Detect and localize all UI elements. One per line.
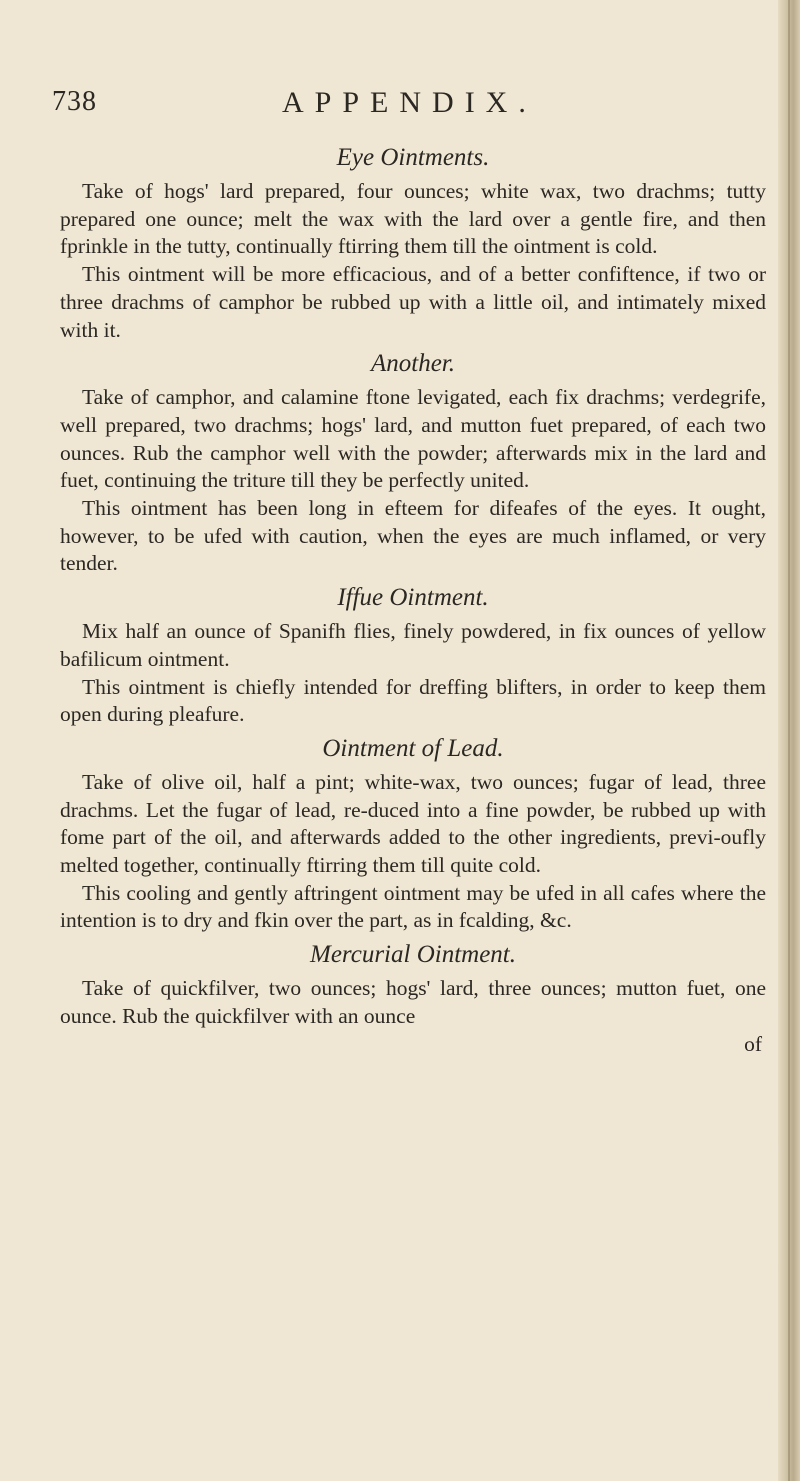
section-mercurial-ointment: [60, 935, 766, 1030]
paragraph: Take of camphor, and calamine ftone levigated, each fix drachms; verdegrife, well prepared, two drachms; hogs' lard, and mutton fuet prepared, of each two ounces. Rub the camphor well with the powder; afterwards mix in the lard and fuet, continuing the triture till they be perfectly united.: [60, 385, 766, 493]
paragraph: This ointment will be more efficacious, and of a better confiftence, if two or three drachms of camphor be rubbed up with a little oil, and intimately mixed with it.: [60, 262, 766, 342]
section-heading: Mercurial Ointment.: [310, 941, 516, 969]
paragraph: This ointment is chiefly intended for dreffing blifters, in order to keep them open during pleafure.: [60, 674, 766, 727]
section-another: [60, 344, 766, 578]
paragraph: Mix half an ounce of Spanifh flies, finely powdered, in fix ounces of yellow bafilicum ointment.: [60, 619, 766, 671]
paragraph: This ointment has been long in efteem for difeafes of the eyes. It ought, however, to be ufed with caution, when the eyes are much inflamed, or very tender.: [60, 496, 766, 576]
catchword: of: [744, 1031, 762, 1056]
section-heading: Ointment of Lead.: [322, 734, 504, 762]
paragraph: This cooling and gently aftringent ointment may be ufed in all cafes where the intention is to dry and fkin over the part, as in fcalding, &c.: [60, 880, 766, 933]
page-edge-line: [788, 0, 790, 1481]
paragraph: Take of hogs' lard prepared, four ounces; white wax, two drachms; tutty prepared one ounce; melt the wax with the lard over a gentle fire, and then fprinkle in the tutty, continually ftirring them till the ointment is cold.: [60, 179, 766, 259]
paragraph: Take of olive oil, half a pint; white-wax, two ounces; fugar of lead, three drachms. Let the fugar of lead, re-duced into a fine powder, be rubbed up with fome part of the oil, and afterwards added to the other ingredients, previ-oufly melted together, continually ftirring them till quite cold.: [60, 769, 766, 878]
section-heading: Another.: [370, 350, 456, 378]
page-header: [0, 86, 800, 126]
page-body: [60, 138, 766, 1058]
running-head: APPENDIX.: [282, 86, 537, 119]
page-number: 738: [52, 86, 97, 117]
section-ointment-of-lead: [60, 729, 766, 935]
section-issue-ointment: [60, 578, 766, 729]
section-eye-ointments: [60, 138, 766, 344]
paragraph: Take of quickfilver, two ounces; hogs' lard, three ounces; mutton fuet, one ounce. Rub the quickfilver with an ounce: [60, 976, 766, 1028]
section-heading: Iffue Ointment.: [337, 584, 489, 612]
section-heading: Eye Ointments.: [336, 144, 490, 171]
